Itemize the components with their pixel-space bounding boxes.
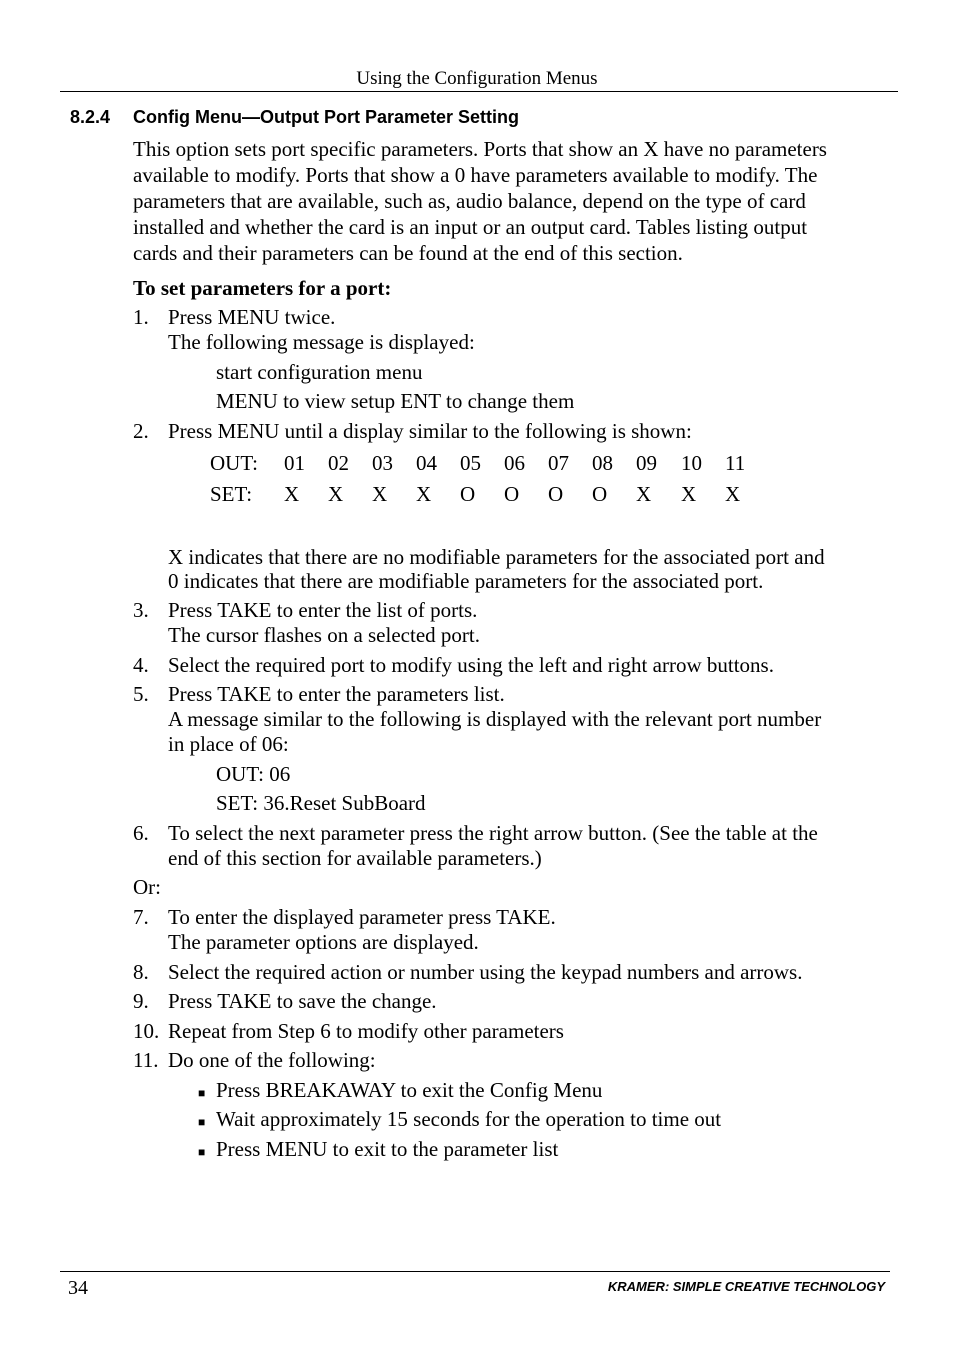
intro-line: parameters that are available, such as, audio balance, depend on the type of card — [133, 189, 806, 213]
intro-line: This option sets port specific parameters. Ports that show an X have no parameters — [133, 137, 827, 161]
intro-line: installed and whether the card is an input or an output card. Tables listing output — [133, 215, 808, 239]
out-cell: 03 — [372, 451, 393, 475]
out-cell: 11 — [725, 451, 746, 475]
out-cell: 01 — [284, 451, 305, 475]
footer-rule — [60, 1271, 890, 1272]
set-cell: X — [416, 482, 432, 506]
step-text: The parameter options are displayed. — [168, 930, 479, 954]
set-cell: X — [328, 482, 344, 506]
out-cell: 08 — [592, 451, 613, 475]
step-text: Press MENU twice. — [168, 305, 336, 329]
step-text: The cursor flashes on a selected port. — [168, 623, 480, 647]
out-cell: 02 — [328, 451, 349, 475]
step-number: 8. — [133, 960, 149, 984]
intro-line: available to modify. Ports that show a 0 have parameters available to modify. The — [133, 163, 818, 187]
step-number: 2. — [133, 419, 149, 443]
set-cell: O — [548, 482, 564, 506]
step-number: 6. — [133, 821, 149, 845]
header-rule — [60, 91, 898, 92]
step-number: 3. — [133, 598, 149, 622]
bullet-text: Press MENU to exit to the parameter list — [216, 1137, 559, 1161]
display-message: SET: 36.Reset SubBoard — [216, 791, 426, 815]
step-number: 4. — [133, 653, 149, 677]
bullet-square-icon: ■ — [198, 1086, 206, 1100]
set-cell: X — [681, 482, 697, 506]
step-number: 5. — [133, 682, 149, 706]
display-message: MENU to view setup ENT to change them — [216, 389, 575, 413]
step-text: Repeat from Step 6 to modify other parameters — [168, 1019, 564, 1043]
out-cell: 06 — [504, 451, 525, 475]
step-text: Press TAKE to save the change. — [168, 989, 437, 1013]
set-cell: X — [372, 482, 388, 506]
display-message: start configuration menu — [216, 360, 423, 384]
bullet-square-icon: ■ — [198, 1145, 206, 1159]
page-number: 34 — [68, 1277, 88, 1299]
out-cell: 10 — [681, 451, 702, 475]
section-number: 8.2.4 — [70, 107, 111, 127]
set-cell: X — [725, 482, 741, 506]
step-text: Press MENU until a display similar to the following is shown: — [168, 419, 692, 443]
bullet-text: Press BREAKAWAY to exit the Config Menu — [216, 1078, 603, 1102]
step-number: 10. — [133, 1019, 160, 1043]
step-number: 1. — [133, 305, 149, 329]
section-title: Config Menu—Output Port Parameter Setting — [133, 107, 520, 127]
step-text: A message similar to the following is displayed with the relevant port number — [168, 707, 822, 731]
note-line: 0 indicates that there are modifiable parameters for the associated port. — [168, 569, 764, 593]
bullet-text: Wait approximately 15 seconds for the operation to time out — [216, 1107, 722, 1131]
step-number: 9. — [133, 989, 149, 1013]
note-line: X indicates that there are no modifiable parameters for the associated port and — [168, 545, 825, 569]
step-text: Press TAKE to enter the list of ports. — [168, 598, 478, 622]
intro-paragraph — [133, 137, 827, 267]
step-number: 7. — [133, 905, 149, 929]
out-cell: 07 — [548, 451, 569, 475]
bullet-item — [198, 1107, 722, 1135]
display-message: OUT: 06 — [216, 762, 291, 786]
or-label: Or: — [133, 875, 161, 899]
running-header: Using the Configuration Menus — [356, 68, 598, 89]
set-cell: X — [284, 482, 300, 506]
step-text: Select the required action or number using the keypad numbers and arrows. — [168, 960, 803, 984]
set-cell: O — [592, 482, 608, 506]
out-cell: 04 — [416, 451, 437, 475]
step-text: Do one of the following: — [168, 1048, 376, 1072]
step-text: end of this section for available parameters.) — [168, 846, 542, 870]
step-text: Press TAKE to enter the parameters list. — [168, 682, 505, 706]
step-text: The following message is displayed: — [168, 330, 475, 354]
footer-brand: KRAMER: SIMPLE CREATIVE TECHNOLOGY — [607, 1279, 885, 1294]
set-cell: O — [504, 482, 520, 506]
step-text: To enter the displayed parameter press TAKE. — [168, 905, 556, 929]
out-cell: 05 — [460, 451, 481, 475]
set-cell: X — [636, 482, 652, 506]
out-cell: 09 — [636, 451, 657, 475]
step-number: 11. — [133, 1048, 159, 1072]
bullet-square-icon: ■ — [198, 1115, 206, 1129]
set-label: SET: — [210, 482, 253, 506]
bullet-item — [198, 1137, 559, 1165]
step-text: Select the required port to modify using the left and right arrow buttons. — [168, 653, 774, 677]
intro-line: cards and their parameters can be found at the end of this section. — [133, 241, 683, 265]
step-text: To select the next parameter press the right arrow button. (See the table at the — [168, 821, 818, 845]
out-label: OUT: — [210, 451, 258, 475]
bullet-item — [198, 1078, 603, 1106]
step-text: in place of 06: — [168, 732, 289, 756]
set-cell: O — [460, 482, 476, 506]
procedure-title: To set parameters for a port: — [133, 276, 392, 300]
